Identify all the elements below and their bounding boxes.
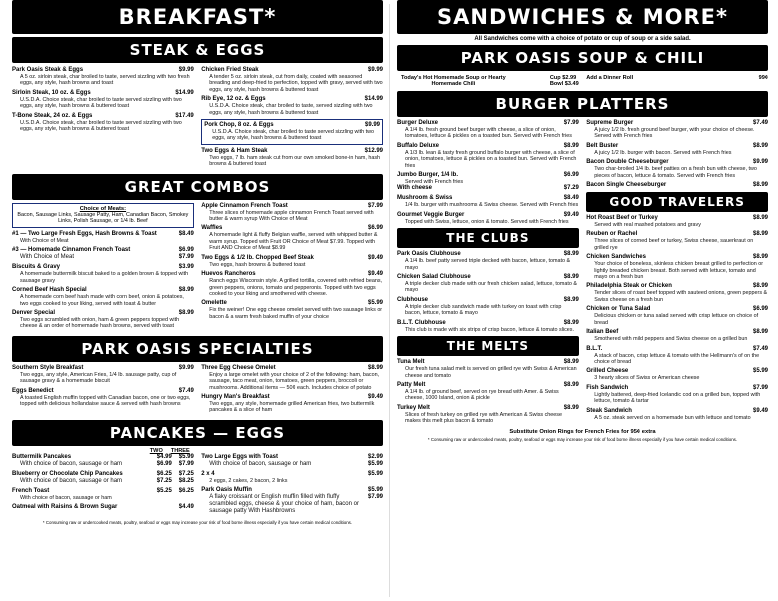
steak-right-column [201,67,383,171]
menu-item [586,182,768,189]
menu-item [586,283,768,303]
item-desc: A 1/4 lb. of ground beef, served on rye bread with Amer. & Swiss cheese, 1000 Island, onion & pickle [405,388,559,402]
menu-item [12,310,194,330]
item-name: Mushroom & Swiss [397,195,453,202]
item-name: Grilled Cheese [586,368,629,375]
item-desc: Topped with Swiss, lettuce, onion & tomato. Served with French fries [405,218,569,225]
menu-item [201,487,383,515]
steak-eggs-banner: STEAK & EGGS [12,37,383,63]
menu-item [586,254,768,280]
item-desc: A 5 oz. steak served on a homemade bun with lettuce and tomato [594,414,751,421]
item-price: $7.99 [563,120,579,126]
item-desc: Two char-broiled 1/4 lb. beef patties on a fresh bun with cheese, two pieces of bacon, lettuce & tomato. Served with French fries [594,166,757,179]
item-desc: Served with French fries [405,179,464,186]
price-three: $5.99 [178,453,194,460]
item-price: $14.99 [364,96,383,103]
item-desc: Ranch eggs Wisconsin style. A grilled tortilla, covered with refried beans, green peppers, onions, tomato and pepperonis. Topped with two eggs cooked to your liking and smothered with cheese. [209,278,383,297]
item-price: $9.49 [752,407,768,414]
menu-item [12,488,194,501]
item-price: $12.99 [364,147,383,154]
item-desc: Delicious chicken or tuna salad served with crisp lettuce on choice of bread [594,313,759,326]
item-desc: A triple decker club sandwich made with turkey on toast with crisp bacon, lettuce, tomato & mayo [405,303,562,317]
item-price: $8.99 [178,309,194,316]
menu-item [586,215,768,228]
sandwiches-page [397,0,768,601]
combos-section [12,203,383,333]
steak-section [12,67,383,171]
item-price: $7.49 [178,387,194,394]
price-two: $4.99 [156,453,172,460]
item-name: Clubhouse [397,296,428,303]
item-name: Two Eggs & Ham Steak [201,147,268,154]
menu-item [12,471,194,485]
roll-label: Add a Dinner Roll [586,75,634,81]
soup-banner: PARK OASIS SOUP & CHILI [397,45,768,71]
item-price: $8.49 [563,195,579,202]
item-name: Bacon Double Cheeseburger [586,159,669,166]
item-subprice: $7.29 [563,185,579,192]
pancake-col-three: THREE [170,447,190,454]
item-desc: With Choice of Meat [20,254,75,261]
item-price: $9.99 [752,159,768,166]
melts-list [397,359,579,424]
item-desc: A 1/4 lb. beef patty served triple decked with bacon, lettuce, tomato & mayo [405,258,571,271]
price-two: $6.25 [156,470,172,477]
menu-item [397,320,579,333]
item-name: Denver Special [12,309,56,316]
item-name: Supreme Burger [586,120,634,126]
menu-item [12,388,194,408]
item-name: Chicken Fried Steak [201,67,259,73]
menu-item [201,203,383,223]
menu-item [201,300,383,320]
item-name: Rib Eye, 12 oz. & Eggs [201,96,266,103]
menu-item [201,394,383,414]
item-desc: Three slices of homemade apple cinnamon French Toast served with butter & warm syrup With Choice of Meat [209,209,374,223]
soup-item [397,75,579,87]
item-price: $9.49 [367,393,383,400]
menu-item [397,297,579,317]
menu-item [586,368,768,381]
item-price: $6.99 [563,172,579,179]
item-price-alt: $5.99 [367,460,383,467]
item-desc: With choice of bacon, sausage or ham [20,460,123,467]
item-desc: A 1/3 lb. lean & tasty fresh ground buffalo burger with cheese, a slice of onion, tomatoes, lettuce & pickles on a toasted bun. Served with French fries [405,149,577,169]
item-price: $6.99 [178,247,194,254]
combos-right-column [201,203,383,333]
menu-item [397,251,579,271]
meats-box [12,203,194,228]
item-desc: Slices of fresh turkey on grilled rye with American & Swiss cheese makes this melt plus bacon & tomato [405,411,562,425]
item-desc: Your choice of boneless, skinless chicken breast grilled to perfection or lightly breaded chicken breast. Both served with lettuce, tomato and mayo on a fresh bun [594,261,764,281]
item-desc: A juicy 1/2 lb. burger with bacon. Served with French fries [594,149,732,156]
menu-item [397,274,579,294]
item-desc: U.S.D.A. Choice steak, char broiled to taste served sizzling with two eggs, any style, hash browns & buttered toast [212,129,375,142]
cup-label: Cup [549,75,561,81]
item-desc: With Choice of Meat [20,237,69,244]
item-name: Omelette [201,300,227,307]
item-desc: 2 eggs, 2 cakes, 2 bacon, 2 links [209,477,288,484]
item-subname: With cheese [397,185,432,192]
menu-item [201,96,383,116]
item-price: $9.99 [367,67,383,73]
sandwiches-subtitle: All Sandwiches come with a choice of potato or cup of soup or a side salad. [474,36,691,42]
item-price: $17.49 [175,112,194,119]
item-desc: Enjoy a large omelet with your choice of 2 of the following: ham, bacon, sausage, taco meat, onion, tomatoes, green peppers, broccoli or mushrooms. Additional items — 50¢ each. Includes choice of potato [209,371,380,391]
price-two: $4.49 [178,504,194,511]
item-name: Park Oasis Steak & Eggs [12,67,84,73]
item-price: $3.99 [178,264,194,271]
item-name: B.L.T. [586,345,603,352]
steak-left-column [12,67,194,171]
item-desc: Fix the weiner! One egg cheese omelet served with two sausage links or bacon & a warm fresh baked muffin of your choice [209,307,383,320]
burger-banner: BURGER PLATTERS [397,91,768,117]
bowl-label: Bowl [549,81,564,87]
item-desc: Our fresh tuna salad melt is served on grilled rye with Swiss & American cheese and tomato [405,366,577,379]
menu-item [586,408,768,421]
menu-item [397,359,579,379]
item-name: Steak Sandwich [586,407,632,414]
item-price: $8.99 [178,287,194,294]
item-price: $14.99 [175,89,194,96]
melts-banner: THE MELTS [397,336,579,356]
item-desc: With choice of bacon, sausage or ham [20,494,112,501]
item-desc: A toasted English muffin topped with Canadian bacon, one or two eggs, topped with delicious hollandaise sauce & served with hash browns [20,394,191,407]
menu-item [397,120,579,140]
menu-item [12,113,194,133]
menu-item [586,306,768,326]
menu-item [201,454,383,468]
item-price: $6.99 [367,225,383,232]
item-name: Park Oasis Clubhouse [397,251,461,258]
item-desc: A flaky croissant or English muffin filled with fluffy scrambled eggs, cheese & your choice of ham, bacon or sausage patty With Hashbrowns [209,494,359,515]
item-price: $8.99 [752,215,768,222]
item-desc: 1/4 lb. burger with mushrooms & Swiss cheese. Served with French fries [405,202,579,209]
item-name: Burger Deluxe [397,120,439,126]
item-price: $5.99 [367,470,383,477]
item-name: Huevos Rancheros [201,271,256,278]
item-price: $8.99 [563,319,579,326]
menu-item [12,90,194,110]
item-desc: A 5 oz. sirloin steak, char broiled to taste, served sizzling with two fresh eggs, any style, hash browns and toast [20,74,190,87]
item-name: Oatmeal with Raisins & Brown Sugar [12,504,118,511]
menu-item [201,255,383,268]
roll-price: 99¢ [758,75,768,81]
item-price: $5.99 [752,368,768,375]
item-name: Chicken or Tuna Salad [586,306,651,313]
item-desc: Two eggs, hash browns & buttered toast [209,261,306,268]
menu-item [397,382,579,402]
specialties-right-column [201,365,383,417]
item-name: Belt Buster [586,142,619,149]
soup-name: Today's Hot Homemade Soup or Hearty Homemade Chili [400,75,506,87]
menu-item [586,385,768,405]
item-name: Reuben or Rachel [586,231,638,238]
item-desc: U.S.D.A. Choice steak, char broiled to taste served sizzling with two eggs, any style, hash browns & buttered toast [20,96,182,110]
item-name: Biscuits & Gravy [12,264,61,271]
item-price: $2.99 [367,453,383,460]
item-desc: A triple decker club made with our fresh chicken salad, lettuce, tomato & mayo [405,281,577,294]
item-price: $7.49 [752,120,768,126]
item-price: $8.99 [752,182,768,189]
item-name: Gourmet Veggie Burger [397,211,465,218]
item-name: Eggs Benedict [12,387,54,394]
item-price: $8.99 [563,274,579,281]
great-combos-banner: GREAT COMBOS [12,174,383,200]
item-desc: A 1/4 lb. fresh ground beef burger with cheese, a slice of onion, tomatoes, lettuce & pickles on a toasted bun. Served with French fries [405,127,572,140]
combos-left-column [12,203,194,333]
menu-item [12,454,194,468]
pancakes-banner: PANCAKES — EGGS [12,420,383,446]
item-desc: Two eggs, 7 lb. ham steak cut from our own smoked bone-in ham, hash browns & buttered toast [209,154,381,168]
item-name: Pork Chop, 8 oz. & Eggs [204,122,274,129]
item-name: Buffalo Deluxe [397,142,440,149]
menu-item [397,195,579,208]
clubs-list [397,251,579,333]
item-desc: This club is made with six strips of crisp bacon, lettuce & tomato slices. [405,326,574,333]
menu-item [397,212,579,225]
menu-item [586,159,768,179]
item-name: Chicken Salad Clubhouse [397,274,471,281]
item-desc: Served with real mashed potatoes and gravy [594,222,701,229]
item-name: Waffles [201,225,223,232]
item-name: Tuna Melt [397,359,425,366]
item-desc: A homemade corn beef hash made with corn beef, onion & potatoes, two eggs cooked to your liking, served with toast & butter [20,294,184,307]
item-name: Corned Beef Hash Special [12,287,87,294]
item-desc: A stack of bacon, crisp lettuce & tomato with the Hellmann's of on the choice of bread [594,352,760,365]
item-price: $5.99 [367,487,383,494]
item-price: $9.99 [178,67,194,73]
price-three-alt: $8.25 [178,477,194,484]
bowl-price: $3.49 [564,81,579,87]
item-price: $7.49 [752,345,768,352]
price-three-alt: $7.99 [178,460,194,467]
item-price: $8.99 [752,254,768,261]
item-desc: Two eggs, any style, American Fries, 1/4 lb. sausage patty, cup of sausage gravy & a homemade biscuit [20,371,177,385]
pancakes-column [12,448,194,518]
soup-section [397,75,768,87]
item-name: Patty Melt [397,381,426,388]
item-name: Apple Cinnamon French Toast [201,202,288,209]
item-price: $7.99 [752,384,768,391]
item-price: $6.99 [752,306,768,313]
item-price: $8.49 [178,230,194,237]
item-desc: A tender 5 oz. sirloin steak, cut from daily, coated with seasoned breading and deep-fried to perfection, topped with gravy, served with two eggs, any style, hash browns & buttered toast [209,74,383,93]
item-name: #3 — Homemade Cinnamon French Toast [12,247,131,254]
item-desc: A juicy 1/2 lb. fresh ground beef burger, with your choice of cheese. Served with French fries [594,127,755,140]
right-right-column [586,120,768,428]
item-price-alt: $7.99 [367,494,383,501]
item-price: $9.99 [178,364,194,371]
menu-item [201,271,383,297]
item-name: Fish Sandwich [586,384,629,391]
item-desc: U.S.D.A. Choice steak, char broiled to taste, served sizzling with two eggs, any style, hash browns & buttered toast [209,103,373,116]
travelers-list [586,215,768,421]
price-two-alt: $6.99 [156,460,172,467]
item-desc: U.S.D.A. Choice steak, char broiled to taste served sizzling with two eggs, any style, hash browns & buttered toast [20,119,182,133]
item-desc: Two eggs scrambled with onion, ham & green peppers topped with cheese & an order of homemade hash browns, served with toast [20,316,180,330]
item-desc: 3 hearty slices of Swiss or American cheese [594,375,700,382]
specialties-section [12,365,383,417]
menu-item [201,471,383,484]
item-price: $9.49 [563,211,579,218]
item-price: $8.99 [752,142,768,149]
item-name: Italian Beef [586,329,619,336]
item-price: $8.99 [752,231,768,238]
menu-item [12,287,194,307]
footnote: * Consuming raw or undercooked meats, poultry, seafood or eggs may increase your risk of food borne illness especially if you have certain medical conditions. [42,520,353,526]
menu-item [12,264,194,284]
item-desc: Three slices of corned beef or turkey, Swiss cheese, sauerkraut on grilled rye [594,238,754,251]
pork-chop-box [201,119,383,145]
item-price: $8.99 [563,296,579,303]
item-name: Jumbo Burger, 1/4 lb. [397,172,459,179]
item-price: $7.99 [367,202,383,209]
item-price-alt: $7.99 [178,254,194,261]
meats-list: Bacon, Sausage Links, Sausage Patty, Ham, Canadian Bacon, Smokey Links, Polish Sausage, or 1/4 lb. Beef [17,212,189,225]
menu-item [12,247,194,261]
item-price: $8.99 [752,329,768,336]
menu-item [397,172,579,192]
item-name: Blueberry or Chocolate Chip Pancakes [12,470,123,477]
item-name: Chicken Sandwiches [586,254,646,261]
item-desc: A homemade buttermilk biscuit baked to a golden brown & topped with sausage gravy [20,271,189,284]
eggs-column [201,448,383,518]
menu-item [201,148,383,168]
item-desc: Lightly battered, deep-fried Icelandic cod on a grilled bun, topped with lettuce, tomato & tartar [594,391,761,405]
item-price: $8.99 [367,364,383,371]
page-divider [389,4,390,597]
item-name: Two Large Eggs with Toast [201,453,278,460]
clubs-banner: THE CLUBS [397,228,579,248]
menu-item [586,346,768,366]
item-price: $5.99 [367,300,383,307]
item-name: Hungry Man's Breakfast [201,393,270,400]
item-price: $8.99 [563,404,579,411]
travelers-banner: GOOD TRAVELERS [586,192,768,212]
item-name: T-Bone Steak, 24 oz. & Eggs [12,112,93,119]
meats-title: Choice of Meats: [79,205,127,212]
menu-item [201,365,383,391]
item-name: B.L.T. Clubhouse [397,319,446,326]
item-name: Philadelphia Steak or Chicken [586,283,672,290]
item-price: $9.49 [367,271,383,278]
item-name: Sirloin Steak, 10 oz. & Eggs [12,89,91,96]
price-three: $6.25 [178,487,194,494]
menu-item [12,365,194,385]
item-name: Bacon Single Cheeseburger [586,182,667,189]
menu-item [397,143,579,169]
menu-item [586,231,768,251]
menu-item [586,120,768,140]
item-price: $8.99 [563,251,579,258]
footnote: * Consuming raw or undercooked meats, poultry, seafood or eggs may increase your risk of food borne illness especially if you have certain medical conditions. [427,436,738,442]
onion-rings-note: Substitute Onion Rings for French Fries for 95¢ extra [509,428,656,435]
item-desc: Smothered with mild peppers and Swiss cheese on a grilled bun [594,336,748,343]
menu-item [201,225,383,251]
pancake-col-two: TWO [149,447,163,454]
item-name: 2 x 4 [201,470,215,477]
menu-item [201,67,383,93]
burger-travelers-section [397,120,768,428]
specialties-banner: PARK OASIS SPECIALTIES [12,336,383,362]
price-three: $7.25 [178,470,194,477]
item-price: $8.99 [563,381,579,388]
breakfast-title: BREAKFAST* [12,0,383,34]
item-name: Three Egg Cheese Omelet [201,364,276,371]
specialties-left-column [12,365,194,417]
sandwiches-title: SANDWICHES & MORE* [397,0,768,34]
price-two: $5.25 [156,487,172,494]
item-desc: With choice of bacon, sausage or ham [20,477,123,484]
item-price: $8.99 [752,283,768,290]
menu-item [12,67,194,87]
item-price: $9.99 [364,122,380,129]
breakfast-page [12,0,383,601]
item-name: Buttermilk Pancakes [12,453,72,460]
right-left-column [397,120,579,428]
roll-item [586,75,768,87]
item-desc: A homemade light & fluffy Belgian waffle, served with whipped butter & warm syrup. Topped with Fruit OR Choice of Meat $7.99. Topped with Fruit AND Choice of Meat $8.99 [209,232,378,252]
item-price: $9.49 [367,254,383,261]
menu-item [586,329,768,342]
item-name: Turkey Melt [397,404,430,411]
item-desc: Two eggs, any style, homemade grilled American fries, two buttermilk pancakes & a slice of ham [209,400,375,414]
menu-item [397,405,579,425]
menu-item [12,231,194,244]
cup-price: $2.99 [562,75,577,81]
item-price: $8.99 [563,142,579,149]
pancakes-section [12,448,383,518]
item-name: Hot Roast Beef or Turkey [586,215,658,222]
item-name: Two Eggs & 1/2 lb. Chopped Beef Steak [201,254,314,261]
item-name: French Toast [12,487,50,494]
item-name: #1 — Two Large Fresh Eggs, Hash Browns & Toast [12,230,157,237]
item-name: Southern Style Breakfast [12,364,84,371]
price-two-alt: $7.25 [156,477,172,484]
menu-item [12,504,194,511]
menu-item [586,143,768,156]
item-name: Park Oasis Muffin [201,487,252,494]
item-desc: With choice of bacon, sausage or ham [209,460,312,467]
item-price: $8.99 [563,359,579,366]
item-desc: Tender slices of roast beef topped with sauteed onions, green peppers & Swiss cheese on a fresh bun [594,290,768,303]
